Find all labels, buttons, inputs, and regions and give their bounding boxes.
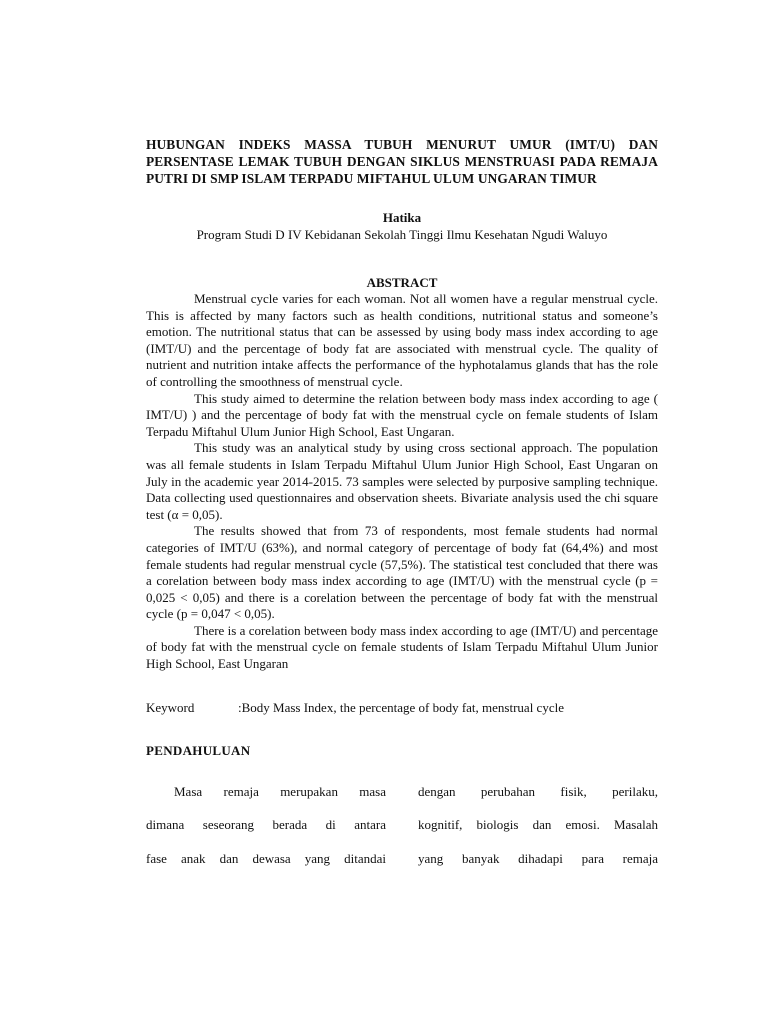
paper-title: HUBUNGAN INDEKS MASSA TUBUH MENURUT UMUR (IMT/U) DAN PERSENTASE LEMAK TUBUH DENGAN SIKLUS MENSTRUASI PADA REMAJA PUTRI DI SMP ISLAM TERPADU MIFTAHUL ULUM UNGARAN TIMUR [146, 137, 658, 186]
keyword-value: :Body Mass Index, the percentage of body fat, menstrual cycle [238, 699, 564, 715]
abstract-heading: ABSTRACT [366, 275, 438, 290]
abstract-paragraph: This study was an analytical study by using cross sectional approach. The population was all female students in Islam Terpadu Miftahul Ulum Junior High School, East Ungaran on July in the academic year 2014-2015. 73 samples were selected by purposive sampling technique. Data collecting used questionnaires and observation sheets. Bivariate analysis used the chi square test (α = 0,05). [146, 440, 658, 522]
section-heading: PENDAHULUAN [146, 742, 251, 758]
column-line: fase anak dan dewasa yang ditandai [146, 850, 386, 866]
column-line: yang banyak dihadapi para remaja [418, 850, 658, 866]
keyword-label: Keyword [146, 699, 195, 715]
column-line: Masa remaja merupakan masa [174, 783, 386, 799]
abstract-body [146, 291, 658, 673]
paper-page [146, 136, 658, 875]
column-line: dengan perubahan fisik, perilaku, [418, 783, 658, 799]
column-line: kognitif, biologis dan emosi. Masalah [418, 817, 658, 833]
column-line: dimana seseorang berada di antara [146, 817, 386, 833]
right-column [418, 775, 658, 876]
abstract-paragraph: This study aimed to determine the relation between body mass index according to age ( IMT/U) ) and the percentage of body fat with the menstrual cycle on female students of Islam Terpadu Miftahul Ulum Junior High School, East Ungaran. [146, 390, 658, 439]
abstract-paragraph: Menstrual cycle varies for each woman. Not all women have a regular menstrual cycle. This is affected by many factors such as health conditions, nutritional status and someone’s emotion. The nutritional status that can be assessed by using body mass index according to age (IMT/U) and the percentage of body fat are associated with menstrual cycle. The quality of nutrient and nutrition intake affects the performance of the hyphotalamus glands that has the role of controlling the smoothness of menstrual cycle. [146, 291, 658, 389]
abstract-paragraph: The results showed that from 73 of respondents, most female students had normal categories of IMT/U (63%), and normal category of percentage of body fat (64,4%) and most female students had regular menstrual cycle (57,5%). The statistical test concluded that there was a corelation between body mass index according to age (IMT/U) with the menstrual cycle (p = 0,025 < 0,05) and there is a corelation between the percentage of body fat with the menstrual cycle (p = 0,047 < 0,05). [146, 523, 658, 622]
left-column [146, 775, 386, 876]
author-name: Hatika [382, 210, 422, 225]
author-affiliation: Program Studi D IV Kebidanan Sekolah Tinggi Ilmu Kesehatan Ngudi Waluyo [196, 227, 608, 242]
abstract-paragraph: There is a corelation between body mass index according to age (IMT/U) and percentage of body fat with the menstrual cycle on female students of Islam Terpadu Miftahul Ulum Junior High School, East Ungaran [146, 622, 658, 672]
body-columns [146, 775, 658, 876]
keyword-line [146, 699, 658, 716]
